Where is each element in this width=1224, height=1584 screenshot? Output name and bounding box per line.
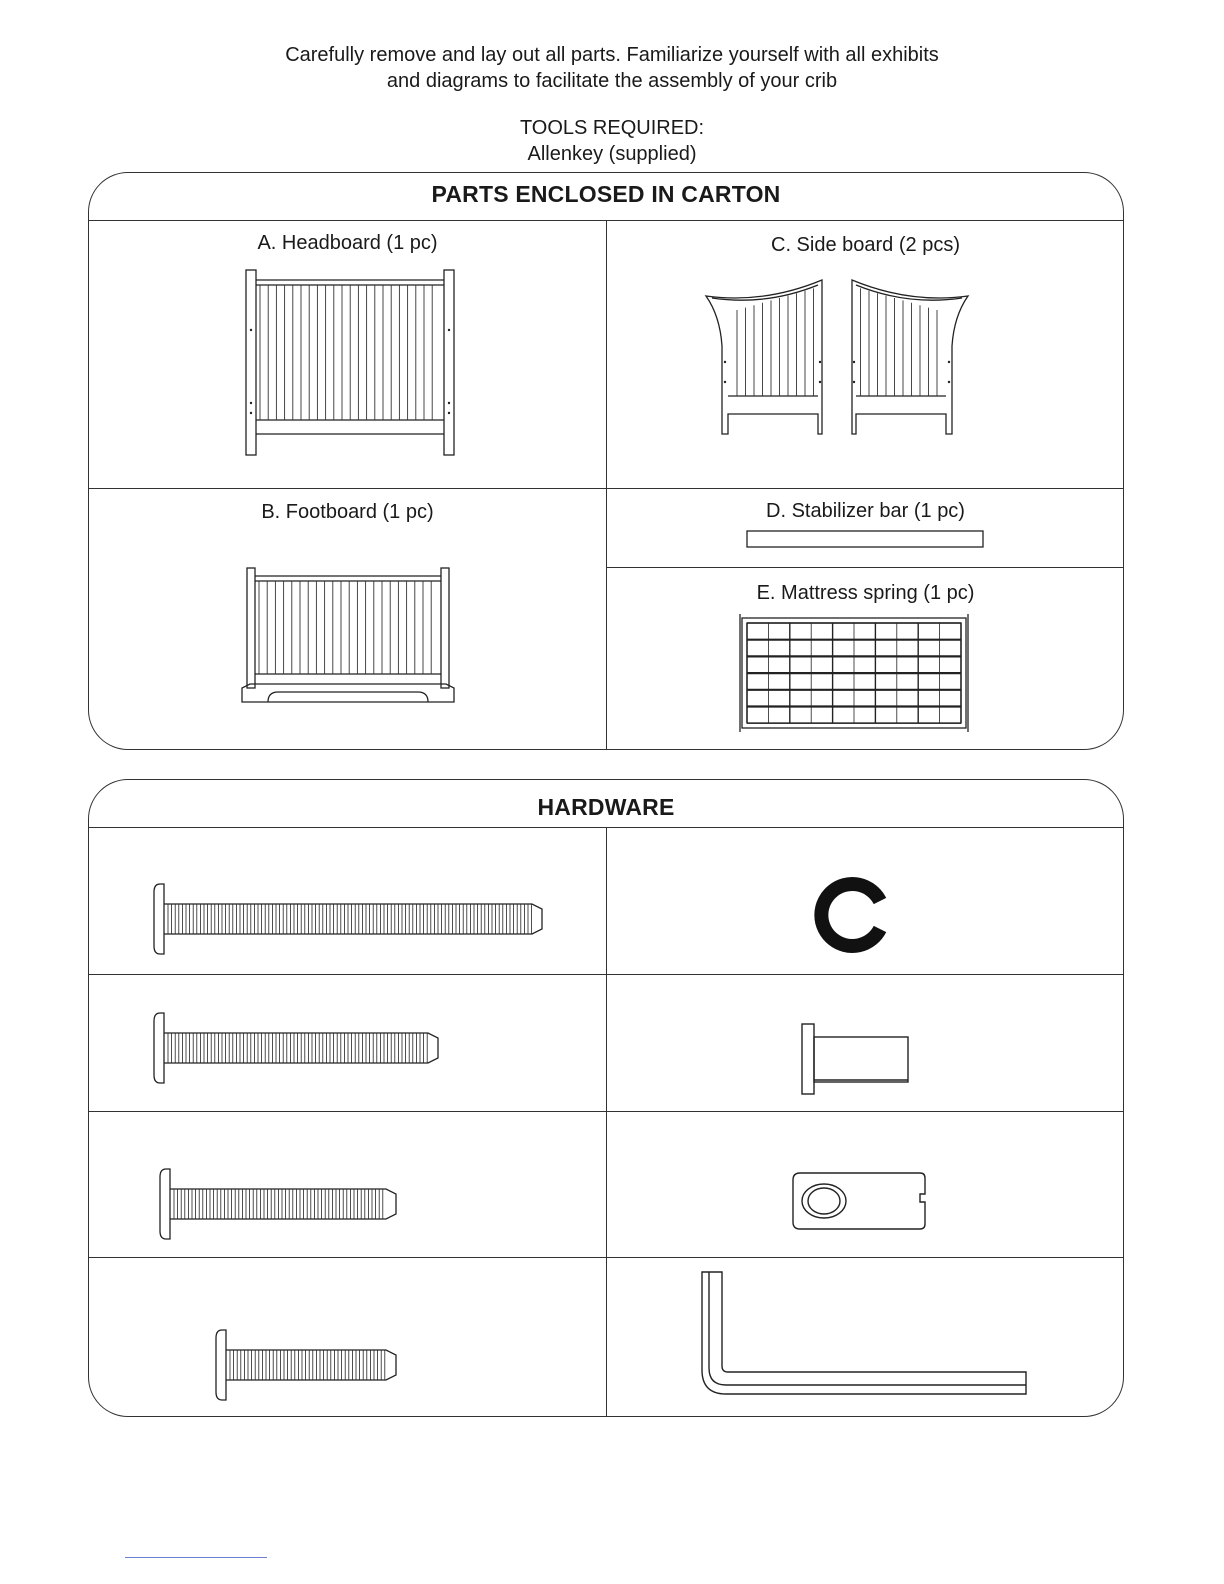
allen-key-illustration: [700, 1270, 1030, 1398]
part-a-label: A. Headboard (1 pc): [257, 232, 438, 254]
hardware-title: HARDWARE: [537, 794, 675, 820]
cam-nut-illustration: [790, 1170, 930, 1232]
lock-washer-illustration: [812, 876, 890, 954]
part-d-label: D. Stabilizer bar (1 pc): [766, 500, 965, 522]
stabilizer-bar-illustration: [746, 530, 986, 550]
short-bolt-illustration: [156, 1167, 396, 1243]
medium-bolt-illustration: [150, 1011, 440, 1087]
part-b-label: B. Footboard (1 pc): [261, 501, 434, 523]
hardware-row-divider-1: [89, 974, 1123, 975]
parts-row-divider: [89, 488, 1123, 489]
parts-title: PARTS ENCLOSED IN CARTON: [431, 181, 781, 207]
hardware-column-divider: [606, 827, 607, 1416]
part-c-label: C. Side board (2 pcs): [771, 234, 960, 256]
barrel-nut-illustration: [800, 1022, 912, 1096]
tools-required-item: Allenkey (supplied): [527, 143, 697, 165]
bottom-underline: [125, 1557, 267, 1558]
hardware-row-divider-3: [89, 1257, 1123, 1258]
hardware-row-divider-2: [89, 1111, 1123, 1112]
intro-line-2: and diagrams to facilitate the assembly of your crib: [386, 70, 838, 92]
part-e-label: E. Mattress spring (1 pc): [756, 582, 975, 604]
intro-line-1: Carefully remove and lay out all parts. Familiarize yourself with all exhibits: [285, 44, 939, 66]
headboard-illustration: [244, 268, 456, 458]
footboard-illustration: [240, 566, 456, 704]
long-bolt-illustration: [150, 882, 540, 958]
parts-column-divider: [606, 220, 607, 749]
tools-required-title: TOOLS REQUIRED:: [519, 117, 705, 139]
mattress-spring-illustration: [736, 612, 972, 734]
parts-de-divider: [607, 567, 1124, 568]
side-board-illustration: [704, 276, 970, 438]
shortest-bolt-illustration: [212, 1328, 396, 1404]
